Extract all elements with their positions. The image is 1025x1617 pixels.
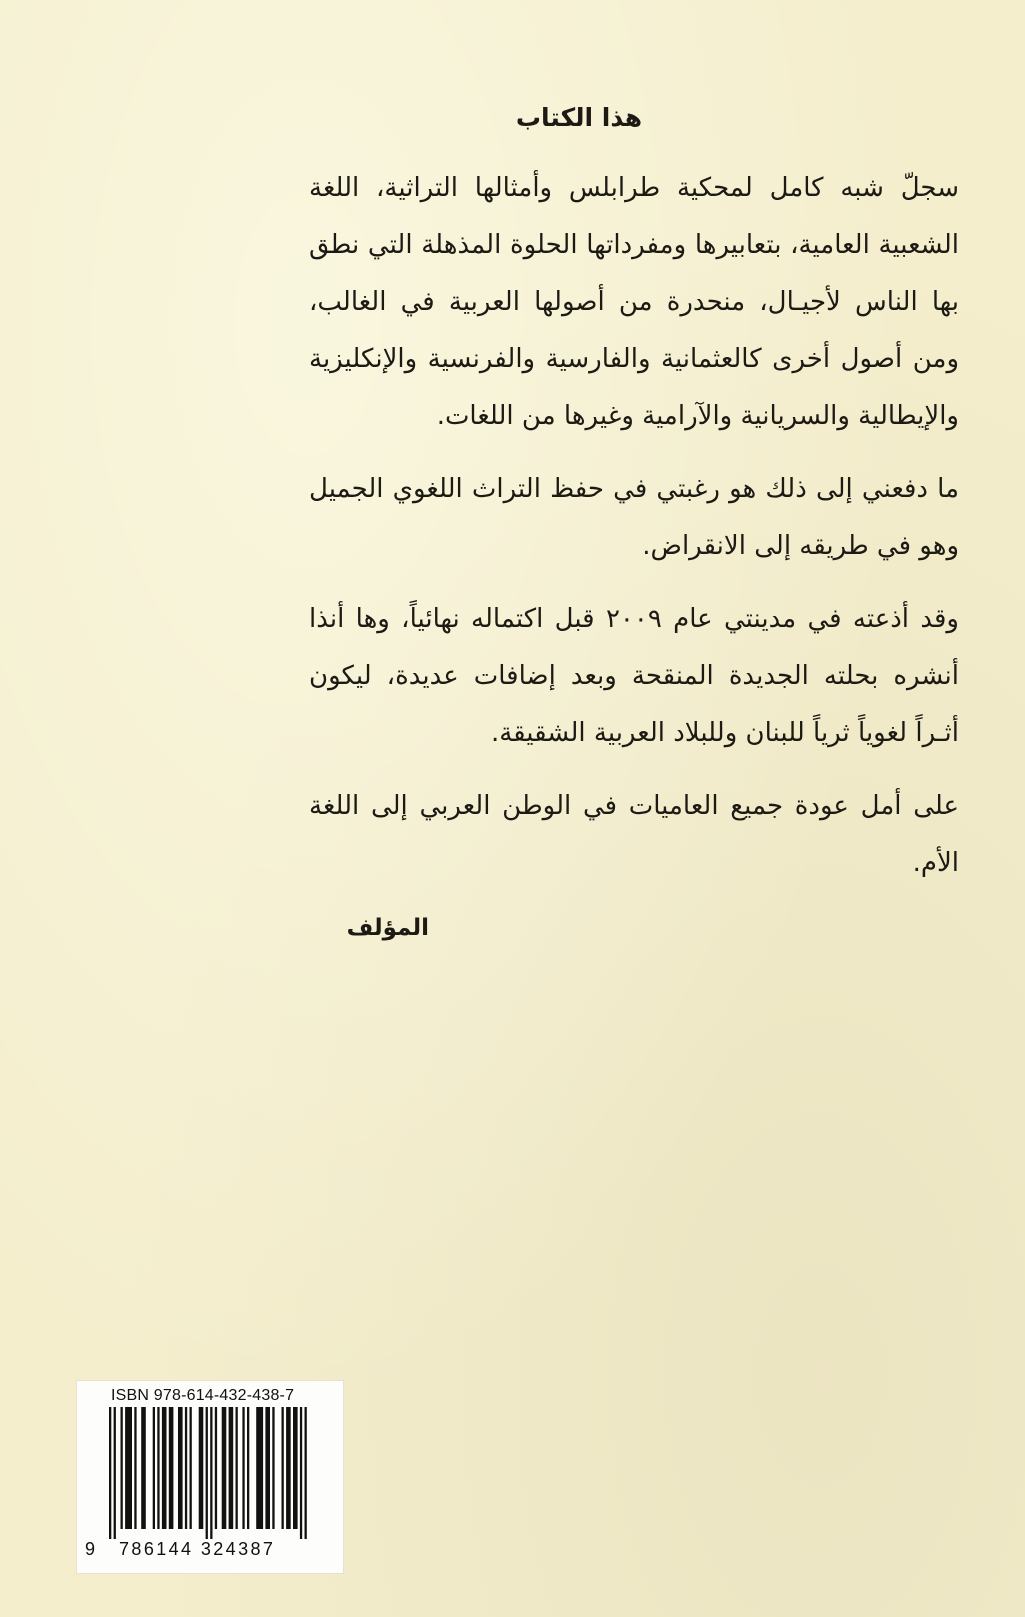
barcode-bar [190, 1407, 192, 1529]
barcode-bar [215, 1407, 217, 1529]
barcode-bar [236, 1407, 238, 1529]
barcode-bar [229, 1407, 234, 1529]
paragraph-2: ما دفعني إلى ذلك هو رغبتي في حفظ التراث اللغوي الجميل وهو في طريقه إلى الانقراض. [309, 474, 959, 561]
barcode-bar [153, 1407, 155, 1529]
cover-heading: هذا الكتاب [515, 103, 643, 132]
barcode-bar [178, 1407, 183, 1529]
paragraph-1: سجلّ شبه كامل لمحكية طرابلس وأمثالها التراثية، اللغة الشعبية العامية، بتعابيرها ومفرداتها الحلوة المذهلة التي نطق بها الناس لأجيـال، منحدرة من أصولها العربية في الغالب، ومن أصول أخرى كالعثمانية والفارسية والفرنسية والإنكليزية والإيطالية والسريانية والآرامية وغيرها من اللغات. [309, 173, 959, 431]
barcode-bar [109, 1407, 111, 1539]
paragraph-4: على أمل عودة جميع العاميات في الوطن العربي إلى اللغة الأم. [309, 791, 959, 878]
barcode-bar [265, 1407, 270, 1529]
isbn-label: ISBN 978-614-432-438-7 [111, 1387, 295, 1404]
barcode-bar [185, 1407, 187, 1529]
barcode-bar [256, 1407, 263, 1529]
barcode-bar [169, 1407, 174, 1529]
barcode-bar [199, 1407, 204, 1529]
barcode-bar [247, 1407, 249, 1529]
barcode-bar [305, 1407, 307, 1539]
barcode-first-digit: 9 [85, 1539, 96, 1559]
barcode-bar [206, 1407, 208, 1539]
barcode-bar [272, 1407, 274, 1529]
barcode-digit-groups: 786144 324387 [119, 1539, 276, 1559]
barcode-bar [293, 1407, 298, 1529]
barcode-bars [109, 1407, 329, 1539]
barcode-bar [125, 1407, 132, 1529]
isbn-barcode [76, 1380, 344, 1574]
paragraph-3: وقد أذعته في مدينتي عام ٢٠٠٩ قبل اكتماله نهائياً، وها أنذا أنشره بحلته الجديدة المنقحة وبعد إضافات عديدة، ليكون أثـراً لغوياً ثرياً للبنان وللبلاد العربية الشقيقة. [309, 604, 959, 748]
barcode-bar [121, 1407, 123, 1529]
back-cover-text [309, 98, 959, 948]
barcode-bar [242, 1407, 244, 1529]
barcode-bar [157, 1407, 159, 1529]
barcode-bar [282, 1407, 284, 1529]
barcode-bar [286, 1407, 291, 1529]
barcode-bar [141, 1407, 146, 1529]
barcode-bar [222, 1407, 227, 1529]
barcode-bar [162, 1407, 167, 1529]
barcode-bar [210, 1407, 212, 1539]
barcode-bar [134, 1407, 136, 1529]
barcode-bar [300, 1407, 302, 1539]
barcode-bar [114, 1407, 116, 1539]
author-signature: المؤلف [346, 915, 429, 941]
